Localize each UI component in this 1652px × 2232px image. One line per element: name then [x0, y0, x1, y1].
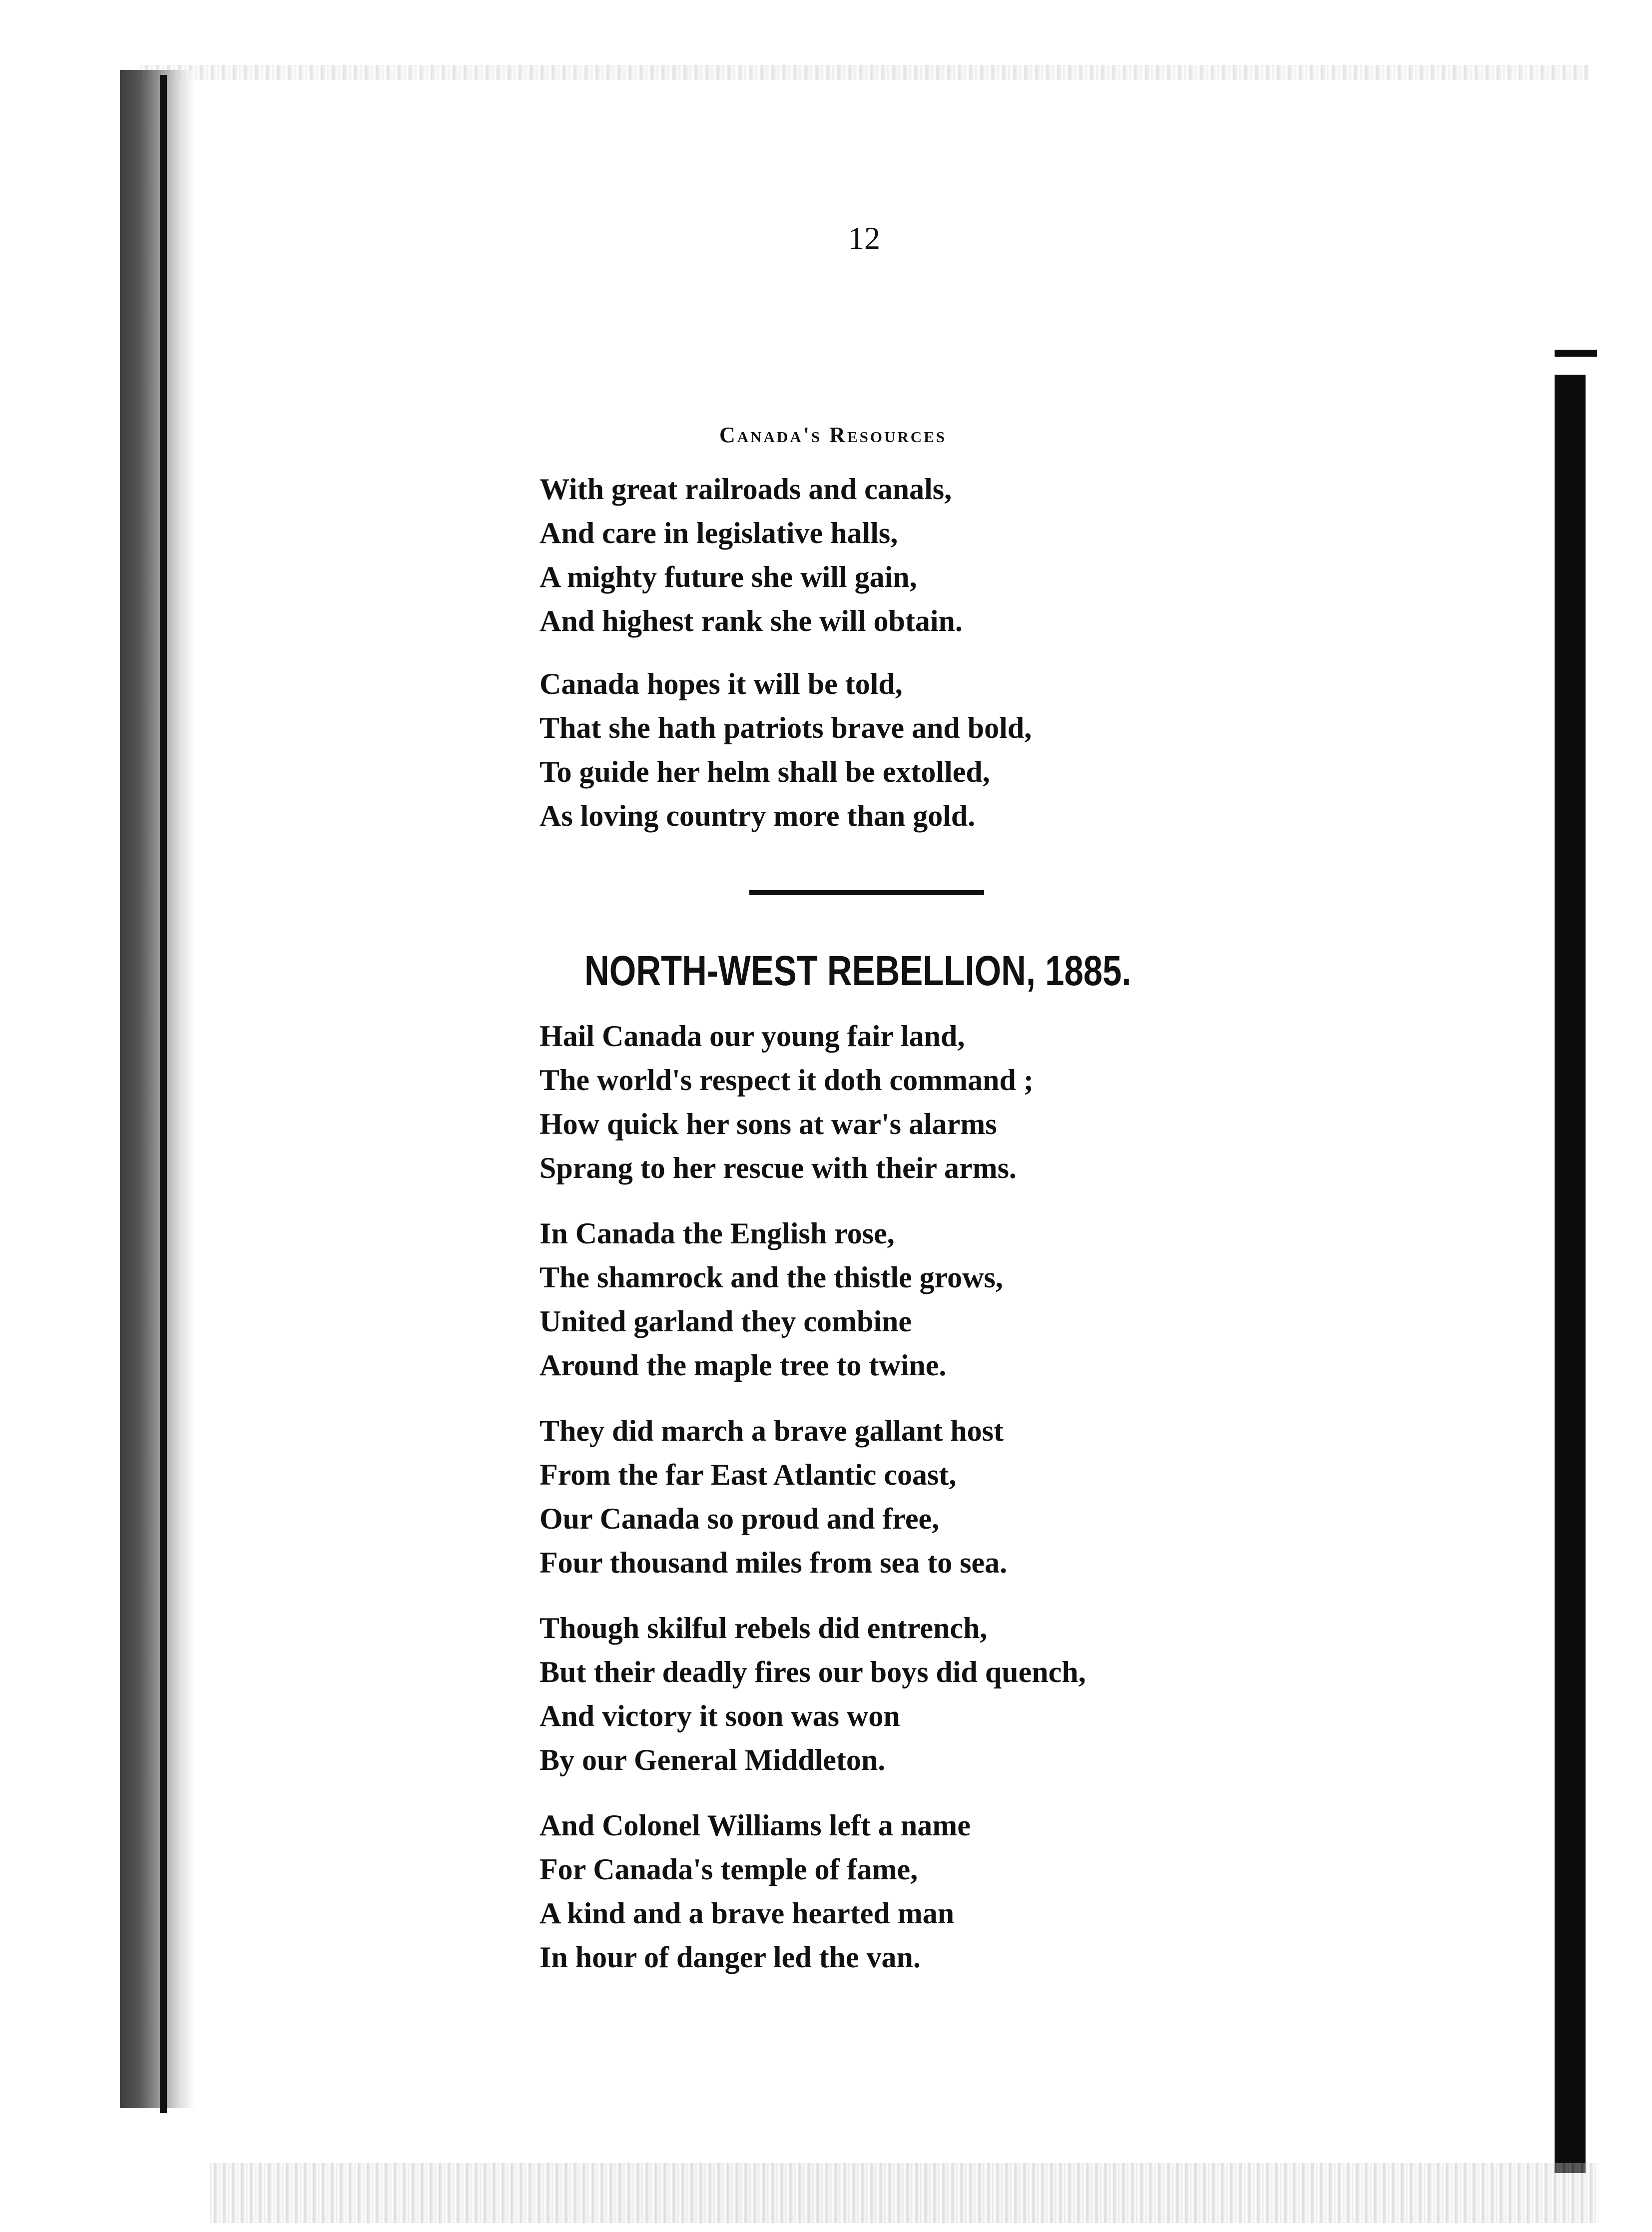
verse-line: Hail Canada our young fair land,: [540, 1020, 965, 1053]
verse-line: For Canada's temple of fame,: [540, 1853, 918, 1886]
poem-stanza-1: [540, 1014, 1034, 1190]
verse-line: As loving country more than gold.: [540, 799, 976, 832]
verse-line: To guide her helm shall be extolled,: [540, 755, 990, 788]
page-binding-shadow: [120, 70, 195, 2108]
poem-stanza-3: [540, 1409, 1007, 1585]
page-number: 12: [848, 220, 880, 256]
verse-line: And Colonel Williams left a name: [540, 1809, 971, 1842]
verse-line: A mighty future she will gain,: [540, 560, 917, 593]
verse-line: And victory it soon was won: [540, 1699, 900, 1732]
verse-line: In Canada the English rose,: [540, 1217, 895, 1250]
poem-title: NORTH-WEST REBELLION, 1885.: [584, 947, 1131, 994]
stanza-top-2: [540, 662, 1032, 838]
verse-line: Though skilful rebels did entrench,: [540, 1612, 988, 1645]
verse-line: And highest rank she will obtain.: [540, 604, 963, 637]
scan-noise-top: [140, 65, 1589, 80]
poem-stanza-5: [540, 1803, 971, 1979]
verse-line: Around the maple tree to twine.: [540, 1349, 947, 1382]
verse-line: From the far East Atlantic coast,: [540, 1458, 957, 1491]
verse-line: A kind and a brave hearted man: [540, 1897, 955, 1930]
scan-noise-bottom: [210, 2163, 1599, 2223]
verse-line: Sprang to her rescue with their arms.: [540, 1151, 1017, 1184]
verse-line: The shamrock and the thistle grows,: [540, 1261, 1003, 1294]
verse-line: With great railroads and canals,: [540, 473, 952, 506]
section-caption: Canada's Resources: [719, 423, 947, 447]
verse-line: That she hath patriots brave and bold,: [540, 711, 1032, 744]
scan-right-edge-bar: [1555, 375, 1586, 2173]
scan-edge-mark: [1555, 350, 1597, 357]
section-divider: [749, 890, 984, 895]
verse-line: And care in legislative halls,: [540, 517, 898, 550]
verse-line: They did march a brave gallant host: [540, 1414, 1004, 1447]
verse-line: In hour of danger led the van.: [540, 1941, 921, 1974]
verse-line: Our Canada so proud and free,: [540, 1502, 940, 1535]
verse-line: Canada hopes it will be told,: [540, 667, 903, 700]
page-binding-line: [160, 75, 167, 2113]
stanza-top-1: [540, 467, 963, 643]
verse-line: Four thousand miles from sea to sea.: [540, 1546, 1008, 1579]
verse-line: By our General Middleton.: [540, 1743, 886, 1776]
verse-line: But their deadly fires our boys did quench,: [540, 1656, 1086, 1688]
verse-line: How quick her sons at war's alarms: [540, 1108, 997, 1140]
poem-stanza-4: [540, 1606, 1086, 1782]
verse-line: The world's respect it doth command ;: [540, 1064, 1034, 1097]
poem-stanza-2: [540, 1211, 1003, 1387]
verse-line: United garland they combine: [540, 1305, 912, 1338]
